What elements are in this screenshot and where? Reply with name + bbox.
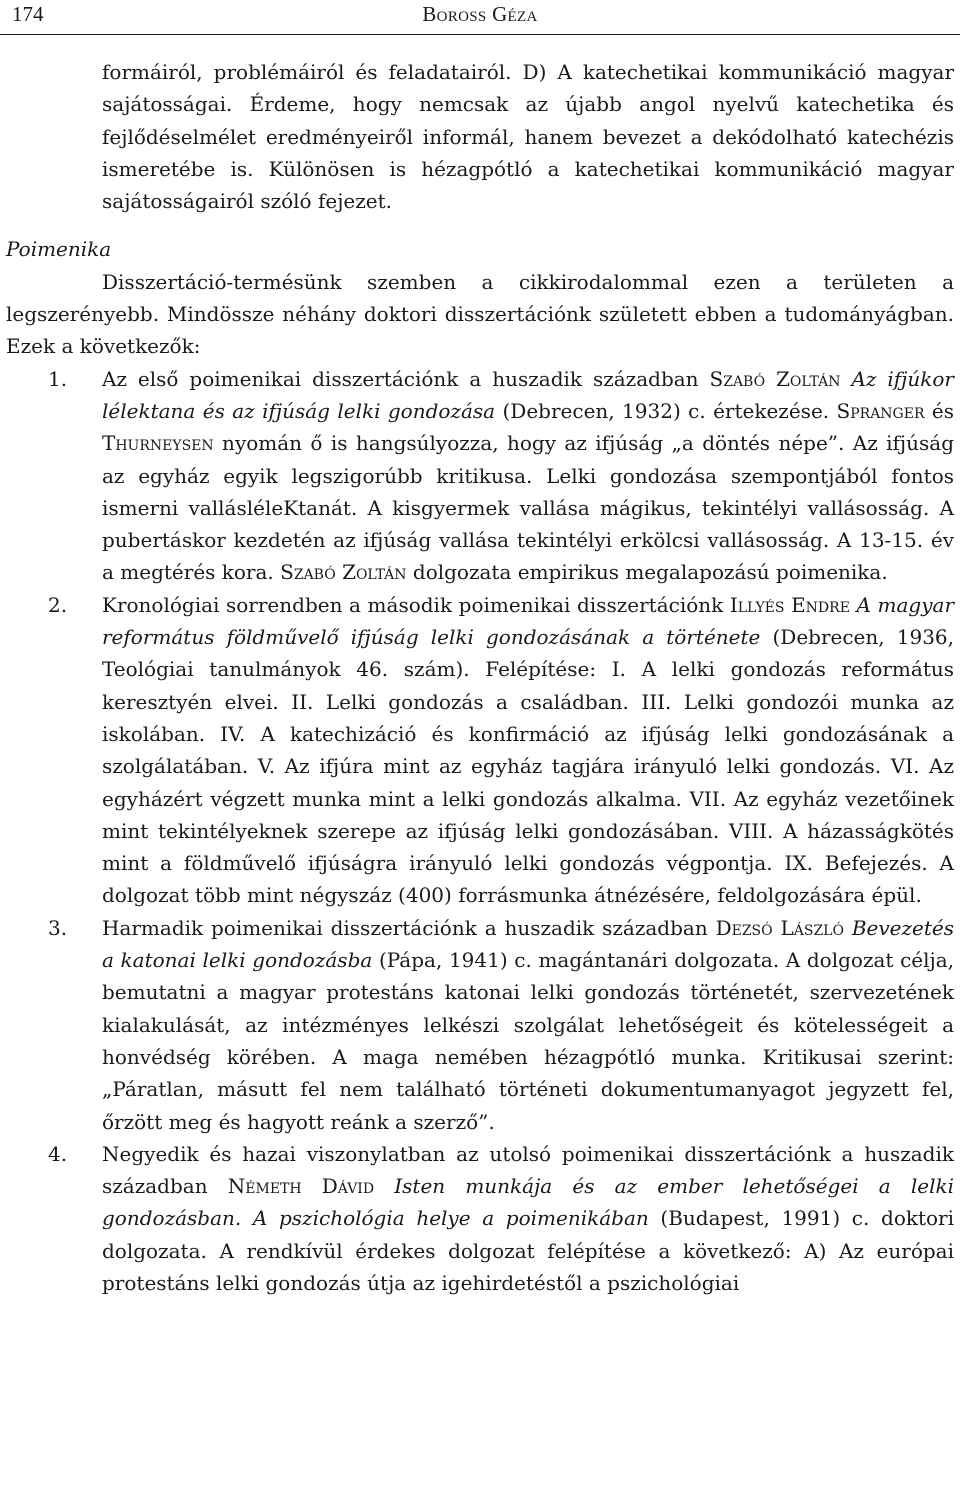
item-text: (Debrecen, 1932) c. értekezése. bbox=[495, 398, 837, 423]
list-item bbox=[6, 912, 954, 1138]
work-title: Isten munkája és az ember lehetőségei a lelki gondozásban. A pszichológia helye a poimenikában bbox=[102, 1174, 955, 1231]
list-item bbox=[6, 1138, 954, 1299]
item-text: nyomán ő is hangsúlyozza, hogy az ifjúság „a döntés népe”. Az ifjúság az egyház egyik legszigorúbb kritikusa. Lelki gondozása szempontjából fontos ismerni vallásléleKtanát. A kisgyermek vallása mágikus, tekintélyi vallásosság. A pubertáskor kezdetén az ifjúság vallása tekintélyi erkölcsi vallásosság. A 13-15. év a megtérés kora. bbox=[102, 431, 954, 585]
author-name: Spranger bbox=[836, 398, 925, 423]
list-item bbox=[6, 589, 954, 912]
item-text: Harmadik poimenikai disszertációnk a huszadik században bbox=[102, 915, 716, 940]
page-body bbox=[6, 56, 954, 1299]
item-text: Az első poimenikai disszertációnk a huszadik században bbox=[102, 366, 710, 391]
item-text: (Budapest, 1991) c. doktori dolgozata. A rendkívül érdekes dolgozat felépítése a következő: A) Az európai protestáns lelki gondozás útja az igehirdetéstől a pszichológiai bbox=[102, 1206, 955, 1295]
section-intro: Disszertáció-termésünk szemben a cikkirodalommal ezen a területen a legszerényebb. Mindössze néhány doktori disszertációnk született ebben a tudományágban. Ezek a következők: bbox=[6, 269, 954, 359]
item-text: Kronológiai sorrendben a második poimenikai disszertációnk bbox=[102, 592, 730, 617]
work-title: Az ifjúkor lélektana és az ifjúság lelki gondozása bbox=[102, 366, 954, 423]
work-title: A magyar református földművelő ifjúság lelki gondozásának a története bbox=[102, 592, 955, 650]
item-text: Negyedik és hazai viszonylatban az utolsó poimenikai disszertációnk a huszadik században bbox=[102, 1141, 954, 1199]
item-text: dolgozata empirikus megalapozású poimenika. bbox=[406, 560, 888, 585]
page-header bbox=[0, 0, 960, 35]
item-number: 1. bbox=[48, 366, 68, 391]
author-name: Thurneysen bbox=[102, 431, 214, 456]
running-title: Boross Géza bbox=[422, 2, 538, 26]
item-number: 3. bbox=[48, 915, 68, 940]
item-number: 4. bbox=[48, 1141, 68, 1166]
page-number: 174 bbox=[12, 2, 44, 26]
author-name: Illyés Endre bbox=[729, 592, 850, 617]
item-number: 2. bbox=[48, 592, 68, 617]
item-text: (Pápa, 1941) c. magántanári dolgozata. A dolgozat célja, bemutatni a magyar protestáns katonai lelki gondozás történetét, szervezetének kialakulását, az intézményes lelkészi szolgálat lehetőségeit és kötelességeit a honvédség körében. A maga nemében hézagpótló munka. Kritikusai szerint: „Páratlan, másutt fel nem található történeti dokumentumanyagot jegyzett fel, őrzött meg és hagyott reánk a szerző”. bbox=[102, 948, 955, 1134]
author-name: Dezsó László bbox=[715, 915, 844, 940]
author-name: Németh Dávid bbox=[227, 1174, 375, 1199]
intro-paragraph: formáiról, problémáiról és feladatairól. D) A katechetikai kommunikáció magyar sajátosságai. Érdeme, hogy nemcsak az újabb angol nyelvű katechetika és fejlődéselmélet eredményeiről informál, hanem bevezet a dekódolható katechézis ismeretébe is. Különösen is hézagpótló a katechetikai kommunikáció magyar sajátosságairól szóló fejezet. bbox=[102, 60, 954, 214]
dissertation-list bbox=[6, 363, 954, 1300]
list-item: 1. Az első poimenikai disszertációnk a huszadik században Szabó Zoltán Az ifjúkor lélektana és az ifjúság lelki gondozása (Debrecen, 1932) c. értekezése. Spranger és Thurneysen nyomán ő is hangsúlyozza, hogy az ifjúság „a döntés népe”. Az ifjúság az egyház egyik legszigorúbb kritikusa. Lelki gondozása szempontjából fontos ismerni vallásléleKtanát. A kisgyermek vallása mágikus, tekintélyi vallásosság. A pubertáskor kezdetén az ifjúság vallása tekintélyi erkölcsi vallásosság. A 13-15. év a megtérés kora. Szabó Zoltán dolgozata empirikus megalapozású poimenika. bbox=[6, 363, 954, 589]
section-heading: Poimenika bbox=[6, 237, 112, 262]
work-title: Bevezetés a katonai lelki gondozásba bbox=[102, 915, 954, 973]
author-name: Szabó Zoltán bbox=[280, 560, 407, 585]
item-text: (Debrecen, 1936, Teológiai tanulmányok 46. szám). Felépítése: I. A lelki gondozás református keresztyén elvei. II. Lelki gondozás a családban. III. Lelki gondozói munka az iskolában. IV. A katechizáció és konfirmáció az ifjúság lelki gondozásának a szolgálatában. V. Az ifjúra mint az egyház tagjára irányuló lelki gondozás. VI. Az egyházért végzett munka mint a lelki gondozás alkalma. VII. Az egyház vezetőinek mint tekintélyeknek szerepe az ifjúság lelki gondozásában. VIII. A házasságkötés mint a földművelő ifjúságra irányuló lelki gondozás végpontja. IX. Befejezés. A dolgozat több mint négyszáz (400) forrásmunka átnézésére, feldolgozására épül. bbox=[102, 625, 954, 908]
author-name: Szabó Zoltán bbox=[709, 366, 841, 391]
